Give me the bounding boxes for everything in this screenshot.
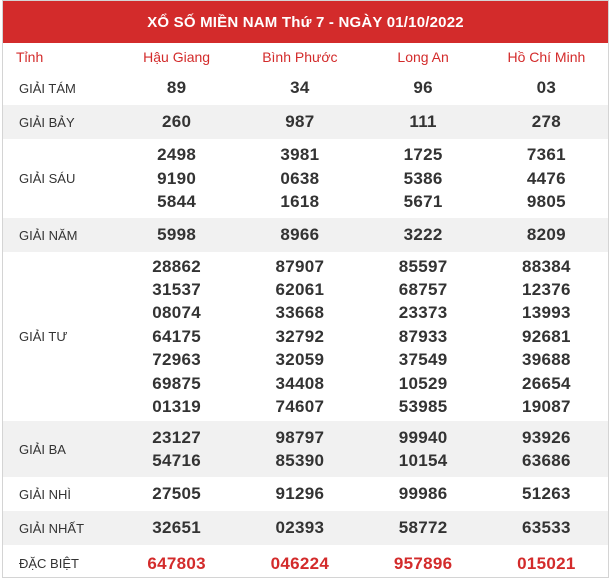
prize-row [3,477,608,511]
result-number: 3222 [403,225,443,245]
result-cell [362,477,485,511]
result-number: 8209 [526,225,566,245]
result-cell [485,252,608,421]
result-cell [362,71,485,105]
result-number: 01319 [152,397,202,417]
result-cell [115,477,238,511]
result-number: 87907 [275,256,325,276]
result-number: 5998 [157,225,197,245]
result-cell [485,139,608,218]
result-cell [362,252,485,421]
result-cell [238,71,361,105]
result-number: 4476 [526,168,566,188]
province-name[interactable]: Long An [397,49,449,65]
province-header-row [3,43,608,71]
special-prize-number: 015021 [517,553,576,573]
result-number: 111 [409,112,437,132]
result-number: 23127 [152,427,202,447]
result-number: 1725 [403,145,443,165]
result-cell [238,252,361,421]
prize-row [3,139,608,218]
prize-row [3,252,608,421]
result-number: 27505 [152,484,202,504]
prize-label: GIẢI SÁU [19,171,76,186]
result-number: 98797 [275,427,325,447]
result-cell [115,139,238,218]
result-number: 68757 [398,279,448,299]
result-number: 34408 [275,373,325,393]
result-number: 987 [285,112,315,132]
result-cell [485,545,608,582]
result-number: 13993 [521,303,571,323]
province-name[interactable]: Bình Phước [262,49,338,65]
prize-row [3,218,608,252]
result-cell [362,421,485,477]
special-prize-number: 647803 [147,553,206,573]
prize-label: GIẢI TÁM [19,80,76,96]
result-number: 7361 [526,145,566,165]
result-number: 8966 [280,225,320,245]
prize-label: ĐẶC BIỆT [19,556,79,571]
result-cell [362,545,485,582]
result-cell [115,511,238,545]
result-number: 64175 [152,326,202,346]
result-number: 51263 [521,484,571,504]
result-number: 88384 [521,256,571,276]
result-number: 08074 [152,303,202,323]
result-number: 3981 [280,145,320,165]
result-number: 87933 [398,326,448,346]
result-number: 10154 [398,451,448,470]
result-number: 32651 [152,518,202,538]
result-cell [115,421,238,477]
result-number: 89 [166,78,187,98]
result-cell [238,139,361,218]
result-cell [115,545,238,582]
result-cell [485,218,608,252]
result-number: 63686 [521,451,571,470]
result-number: 92681 [521,326,571,346]
result-number: 63533 [521,518,571,538]
result-number: 37549 [398,350,448,370]
result-cell [362,511,485,545]
prize-label: GIẢI NHẤT [3,511,115,545]
result-number: 33668 [275,303,325,323]
province-column-label: Tỉnh [16,49,44,65]
result-cell [238,511,361,545]
result-number: 31537 [152,279,202,299]
result-number: 2498 [157,145,197,165]
result-cell [115,105,238,139]
result-cell [115,71,238,105]
result-number: 5844 [157,192,197,212]
result-number: 5386 [403,168,443,188]
prize-label: GIẢI BẢY [3,105,115,139]
special-prize-number: 046224 [270,553,330,573]
result-cell [362,105,485,139]
special-prize-number: 957896 [393,553,453,573]
result-number: 54716 [152,451,202,470]
result-number: 9805 [526,192,566,212]
result-number: 12376 [521,279,571,299]
result-cell [238,477,361,511]
results-table [3,43,608,582]
result-number: 96 [413,78,433,98]
province-name[interactable]: Hậu Giang [143,49,211,65]
result-number: 91296 [275,484,325,504]
result-cell [115,218,238,252]
result-number: 03 [536,78,557,98]
lottery-results-panel [2,0,609,578]
result-number: 28862 [152,256,202,276]
result-number: 53985 [398,397,448,417]
result-number: 32059 [275,350,325,370]
result-cell [362,139,485,218]
result-number: 0638 [280,168,320,188]
result-number: 23373 [398,303,448,323]
result-number: 278 [531,112,561,132]
prize-row [3,105,608,139]
prize-row [3,545,608,582]
result-number: 02393 [275,518,325,538]
result-number: 10529 [398,373,448,393]
result-number: 85597 [398,256,448,276]
result-number: 5671 [403,192,443,212]
result-cell [238,421,361,477]
result-number: 34 [290,78,310,98]
result-number: 93926 [521,427,571,447]
result-cell [485,105,608,139]
result-cell [485,477,608,511]
result-cell [238,218,361,252]
prize-rows [3,71,608,582]
result-cell [362,218,485,252]
result-cell [485,511,608,545]
result-number: 1618 [280,192,320,212]
result-number: 99940 [398,427,448,447]
result-number: 74607 [275,397,325,417]
result-number: 9190 [157,168,197,188]
prize-label: GIẢI NHÌ [19,486,72,502]
result-cell [115,252,238,421]
prize-label: GIẢI TƯ [19,329,68,344]
result-number: 69875 [152,373,202,393]
prize-row [3,71,608,105]
result-number: 99986 [398,484,448,504]
page-title: XỔ SỐ MIỀN NAM Thứ 7 - NGÀY 01/10/2022 [3,1,608,43]
prize-row [3,421,608,477]
prize-label: GIẢI BA [3,421,115,477]
result-number: 85390 [275,451,325,470]
result-cell [485,421,608,477]
result-number: 39688 [521,350,571,370]
result-cell [238,545,361,582]
result-number: 72963 [152,350,202,370]
prize-row [3,511,608,545]
result-number: 260 [161,112,192,132]
result-number: 19087 [521,397,571,417]
result-number: 62061 [275,279,325,299]
result-cell [485,71,608,105]
result-number: 58772 [398,518,448,538]
prize-label: GIẢI NĂM [3,218,115,252]
result-number: 26654 [521,373,571,393]
result-cell [238,105,361,139]
result-number: 32792 [275,326,325,346]
province-name[interactable]: Hồ Chí Minh [507,49,586,65]
